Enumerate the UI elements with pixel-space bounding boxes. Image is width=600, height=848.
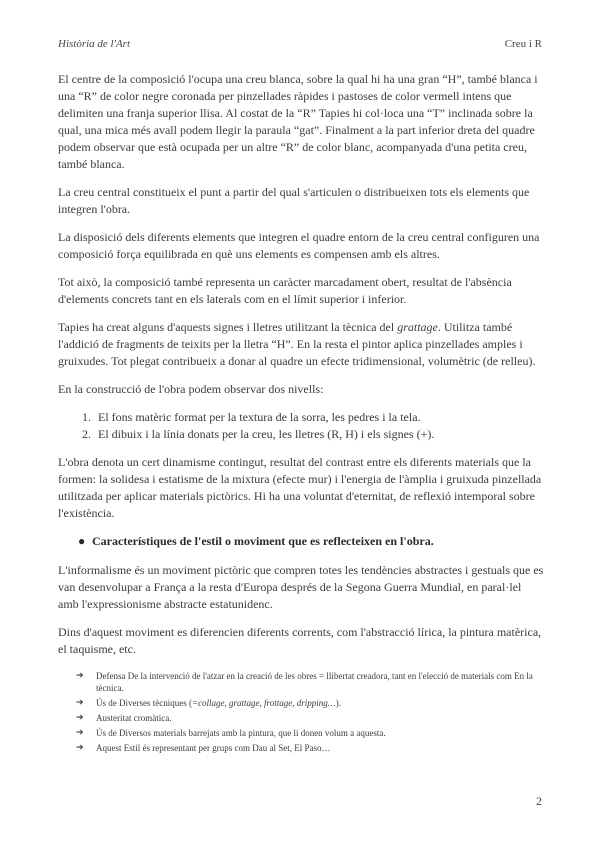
arrow-right-icon: ➔ [76,671,84,681]
grattage-text-after: . Utilitza també l'addició de fragments de teixits per la lletra “H”. En la resta el pintor aplica pinzellades amples i gruixudes. Tot plegat contribueix a donar al quadre un efecte tridimensional, volumètric (de relleu). [58,320,536,368]
page-number: 2 [536,794,542,808]
bullet-icon: ● [78,534,86,548]
header-document-title: Creu i R [504,38,542,50]
paragraph-dynamism: L'obra denota un cert dinamisme contingut, resultat del contrast entre els diferents materials que la formen: la solidesa i estatisme de la mixtura (efecte mur) i l'energia de l'àmplia i gruixuda pinzellada utilitzada per aplicar materials pictòrics. Hi ha una voluntat d'eternitat, de reflexió intemporal sobre l'existència. [58,455,542,520]
arrow-right-icon: ➔ [76,728,84,738]
grattage-text-before: Tapies ha creat alguns d'aquests signes i lletres utilitzant la tècnica del [58,320,398,334]
arrow-right-icon: ➔ [76,743,84,753]
list-item: 2. El dibuix i la línia donats per la creu, les lletres (R, H) i els signes (+). [94,426,544,443]
grattage-term: grattage [397,320,438,334]
arrow-right-icon: ➔ [76,698,84,708]
list-item: ➔ Aquest Estil és representant per grups com Dau al Set, El Paso… [76,743,331,753]
paragraph-grattage [58,319,544,370]
list-item: ➔ Defensa De la intervenció de l'atzar en la creació de les obres = llibertat creadora, tant en l'elecció de materials com En la tècnica. [76,671,533,693]
list-item: ➔ Austeritat cromàtica. [76,713,172,723]
arrow-right-icon: ➔ [76,713,84,723]
section-heading-text: Característiques de l'estil o moviment que es reflecteixen en l'obra. [92,534,434,548]
header-course-title: Història de l'Art [58,38,131,50]
paragraph-open-character: Tot això, la composició també representa un caràcter marcadament obert, resultat de l'absència d'elements concrets tant en els laterals com en el límit superior i inferior. [58,275,512,306]
paragraph-levels-intro: En la construcció de l'obra podem observar dos nivells: [58,382,324,396]
list-item: ➔ Ús de Diverses tècniques (=collage, grattage, frottage, dripping…). [76,698,341,708]
list-item: 1. El fons matèric format per la textura de la sorra, les pedres i la tela. [94,409,544,426]
features-list [58,670,544,754]
paragraph-currents: Dins d'aquest moviment es diferencien diferents corrents, com l'abstracció lírica, la pintura matèrica, el taquisme, etc. [58,625,542,656]
paragraph-central-cross: La creu central constitueix el punt a partir del qual s'articulen o distribueixen tots els elements que integren l'obra. [58,185,530,216]
page-header [58,38,542,54]
levels-list [58,409,544,443]
section-heading [58,533,544,550]
document-body [58,71,544,757]
paragraph-balance: La disposició dels diferents elements que integren el quadre entorn de la creu central configuren una composició força equilibrada en què uns elements es compensen amb els altres. [58,230,540,261]
paragraph-composition: El centre de la composició l'ocupa una creu blanca, sobre la qual hi ha una gran “H”, també blanca i una “R” de color negre coronada per pinzellades ràpides i pastoses de color vermell intens que delimiten una franja superior llisa. Al costat de la “R” Tapies hi col·loca una “T” inclinada sobre la qual, una mica més avall podem llegir la paraula “gat”. Finalment a la part inferior dreta del quadre podem observar que està ocupada per un altre “R” de color blanc, acompanyada d'una petita creu, també blanca. [58,72,538,171]
list-item: ➔ Ús de Diversos materials barrejats amb la pintura, que li donen volum a aquesta. [76,728,386,738]
paragraph-informalism: L'informalisme és un moviment pictòric que compren totes les tendències abstractes i gestuals que es van desenvolupar a França a la resta d'Europa després de la Segona Guerra Mundial, en paral·lel amb l'expressionisme abstracte estatunidenc. [58,563,544,611]
